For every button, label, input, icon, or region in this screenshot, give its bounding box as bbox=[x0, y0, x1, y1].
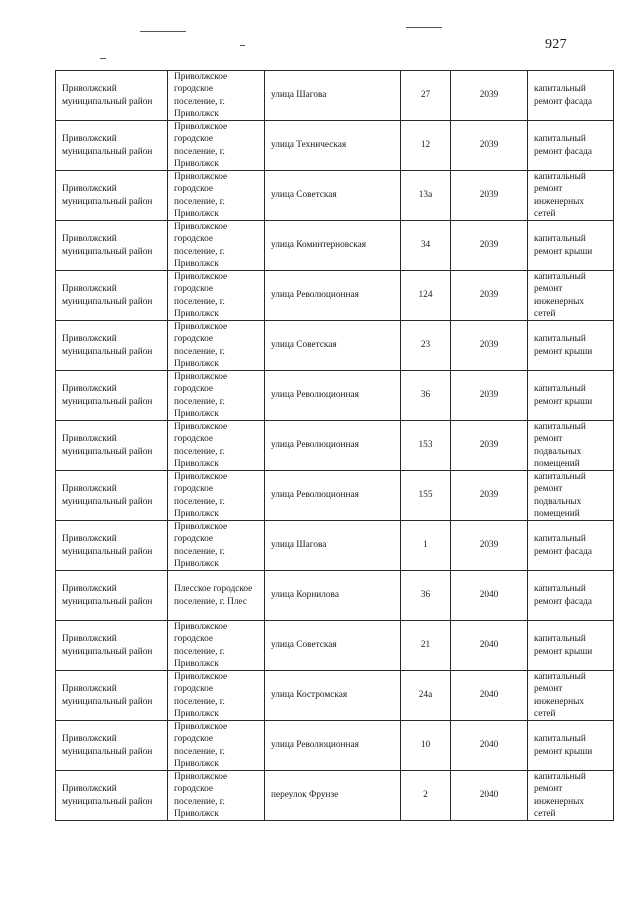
work-type-cell: капитальный ремонт инженерных сетей bbox=[528, 171, 614, 221]
district-cell: Приволжский муниципальный район bbox=[56, 521, 168, 571]
district-cell: Приволжский муниципальный район bbox=[56, 171, 168, 221]
district-cell: Приволжский муниципальный район bbox=[56, 371, 168, 421]
table-row bbox=[56, 371, 614, 421]
work-type-cell: капитальный ремонт инженерных сетей bbox=[528, 671, 614, 721]
work-type-cell: капитальный ремонт крыши bbox=[528, 721, 614, 771]
work-type-cell: капитальный ремонт фасада bbox=[528, 121, 614, 171]
table-row bbox=[56, 671, 614, 721]
table-row bbox=[56, 471, 614, 521]
settlement-cell: Приволжское городское поселение, г. Приволжск bbox=[168, 771, 265, 821]
work-type-cell: капитальный ремонт крыши bbox=[528, 321, 614, 371]
year-cell: 2039 bbox=[451, 471, 528, 521]
house-number-cell: 10 bbox=[401, 721, 451, 771]
table-row bbox=[56, 171, 614, 221]
work-type-cell: капитальный ремонт крыши bbox=[528, 621, 614, 671]
district-cell: Приволжский муниципальный район bbox=[56, 771, 168, 821]
district-cell: Приволжский муниципальный район bbox=[56, 71, 168, 121]
district-cell: Приволжский муниципальный район bbox=[56, 671, 168, 721]
district-cell: Приволжский муниципальный район bbox=[56, 271, 168, 321]
year-cell: 2039 bbox=[451, 421, 528, 471]
work-type-cell: капитальный ремонт крыши bbox=[528, 221, 614, 271]
district-cell: Приволжский муниципальный район bbox=[56, 421, 168, 471]
year-cell: 2039 bbox=[451, 171, 528, 221]
year-cell: 2039 bbox=[451, 321, 528, 371]
work-type-cell: капитальный ремонт подвальных помещений bbox=[528, 421, 614, 471]
house-number-cell: 24а bbox=[401, 671, 451, 721]
street-cell: улица Костромская bbox=[265, 671, 401, 721]
street-cell: улица Советская bbox=[265, 321, 401, 371]
district-cell: Приволжский муниципальный район bbox=[56, 571, 168, 621]
house-number-cell: 13а bbox=[401, 171, 451, 221]
scan-artifact-line bbox=[240, 45, 245, 46]
house-number-cell: 36 bbox=[401, 571, 451, 621]
house-number-cell: 36 bbox=[401, 371, 451, 421]
house-number-cell: 12 bbox=[401, 121, 451, 171]
street-cell: улица Революционная bbox=[265, 421, 401, 471]
table-row bbox=[56, 421, 614, 471]
district-cell: Приволжский муниципальный район bbox=[56, 471, 168, 521]
settlement-cell: Приволжское городское поселение, г. Приволжск bbox=[168, 371, 265, 421]
table-row bbox=[56, 71, 614, 121]
work-type-cell: капитальный ремонт крыши bbox=[528, 371, 614, 421]
table-row bbox=[56, 571, 614, 621]
year-cell: 2039 bbox=[451, 221, 528, 271]
settlement-cell: Приволжское городское поселение, г. Приволжск bbox=[168, 421, 265, 471]
street-cell: улица Революционная bbox=[265, 721, 401, 771]
year-cell: 2039 bbox=[451, 121, 528, 171]
year-cell: 2040 bbox=[451, 671, 528, 721]
district-cell: Приволжский муниципальный район bbox=[56, 721, 168, 771]
settlement-cell: Приволжское городское поселение, г. Приволжск bbox=[168, 471, 265, 521]
scan-artifact-line bbox=[100, 58, 106, 59]
table-row bbox=[56, 271, 614, 321]
table-row bbox=[56, 521, 614, 571]
settlement-cell: Приволжское городское поселение, г. Приволжск bbox=[168, 221, 265, 271]
work-type-cell: капитальный ремонт подвальных помещений bbox=[528, 471, 614, 521]
settlement-cell: Плесское городское поселение, г. Плес bbox=[168, 571, 265, 621]
street-cell: улица Революционная bbox=[265, 471, 401, 521]
settlement-cell: Приволжское городское поселение, г. Приволжск bbox=[168, 671, 265, 721]
street-cell: улица Революционная bbox=[265, 271, 401, 321]
year-cell: 2040 bbox=[451, 721, 528, 771]
house-number-cell: 21 bbox=[401, 621, 451, 671]
street-cell: улица Шагова bbox=[265, 521, 401, 571]
settlement-cell: Приволжское городское поселение, г. Приволжск bbox=[168, 321, 265, 371]
house-number-cell: 23 bbox=[401, 321, 451, 371]
house-number-cell: 1 bbox=[401, 521, 451, 571]
street-cell: улица Революционная bbox=[265, 371, 401, 421]
district-cell: Приволжский муниципальный район bbox=[56, 121, 168, 171]
year-cell: 2039 bbox=[451, 71, 528, 121]
street-cell: улица Корнилова bbox=[265, 571, 401, 621]
house-number-cell: 34 bbox=[401, 221, 451, 271]
year-cell: 2040 bbox=[451, 571, 528, 621]
capital-repair-table bbox=[55, 70, 614, 821]
house-number-cell: 124 bbox=[401, 271, 451, 321]
house-number-cell: 153 bbox=[401, 421, 451, 471]
work-type-cell: капитальный ремонт инженерных сетей bbox=[528, 771, 614, 821]
house-number-cell: 27 bbox=[401, 71, 451, 121]
table-row bbox=[56, 621, 614, 671]
year-cell: 2039 bbox=[451, 271, 528, 321]
year-cell: 2039 bbox=[451, 521, 528, 571]
table-row bbox=[56, 321, 614, 371]
work-type-cell: капитальный ремонт фасада bbox=[528, 521, 614, 571]
street-cell: улица Советская bbox=[265, 171, 401, 221]
work-type-cell: капитальный ремонт инженерных сетей bbox=[528, 271, 614, 321]
table-row bbox=[56, 771, 614, 821]
settlement-cell: Приволжское городское поселение, г. Приволжск bbox=[168, 721, 265, 771]
settlement-cell: Приволжское городское поселение, г. Приволжск bbox=[168, 121, 265, 171]
street-cell: переулок Фрунзе bbox=[265, 771, 401, 821]
street-cell: улица Советская bbox=[265, 621, 401, 671]
page-number: 927 bbox=[545, 37, 567, 52]
table-body bbox=[56, 71, 614, 821]
table-row bbox=[56, 721, 614, 771]
settlement-cell: Приволжское городское поселение, г. Приволжск bbox=[168, 171, 265, 221]
year-cell: 2039 bbox=[451, 371, 528, 421]
street-cell: улица Техническая bbox=[265, 121, 401, 171]
table-row bbox=[56, 221, 614, 271]
district-cell: Приволжский муниципальный район bbox=[56, 221, 168, 271]
settlement-cell: Приволжское городское поселение, г. Приволжск bbox=[168, 621, 265, 671]
district-cell: Приволжский муниципальный район bbox=[56, 321, 168, 371]
house-number-cell: 2 bbox=[401, 771, 451, 821]
work-type-cell: капитальный ремонт фасада bbox=[528, 71, 614, 121]
settlement-cell: Приволжское городское поселение, г. Приволжск bbox=[168, 271, 265, 321]
table-row bbox=[56, 121, 614, 171]
street-cell: улица Шагова bbox=[265, 71, 401, 121]
scan-artifact-line bbox=[406, 27, 442, 28]
street-cell: улица Коминтерновская bbox=[265, 221, 401, 271]
work-type-cell: капитальный ремонт фасада bbox=[528, 571, 614, 621]
house-number-cell: 155 bbox=[401, 471, 451, 521]
year-cell: 2040 bbox=[451, 771, 528, 821]
district-cell: Приволжский муниципальный район bbox=[56, 621, 168, 671]
settlement-cell: Приволжское городское поселение, г. Приволжск bbox=[168, 521, 265, 571]
settlement-cell: Приволжское городское поселение, г. Приволжск bbox=[168, 71, 265, 121]
scan-artifact-line bbox=[140, 31, 186, 32]
year-cell: 2040 bbox=[451, 621, 528, 671]
